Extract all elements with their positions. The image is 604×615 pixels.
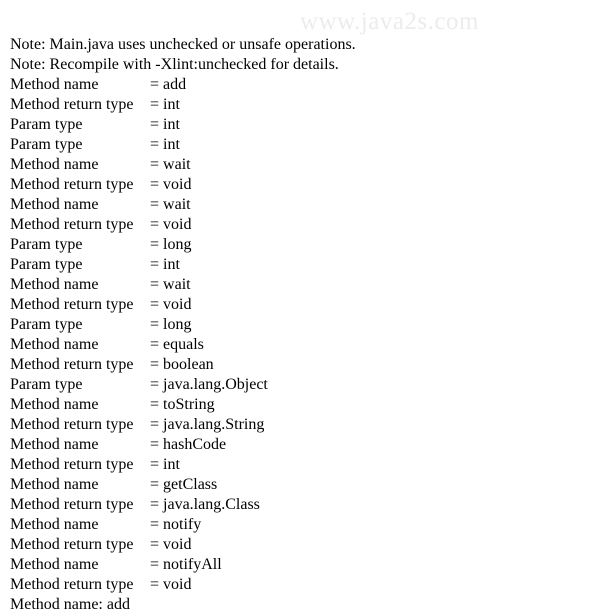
console-line-key: Method name <box>10 396 99 413</box>
console-line-separator: = <box>150 576 164 593</box>
console-line-key: Param type <box>10 256 83 273</box>
console-line-value: int <box>163 256 180 273</box>
console-line <box>10 415 356 435</box>
console-line <box>10 175 356 195</box>
console-line-separator: = <box>150 96 164 113</box>
console-line-value: equals <box>163 336 204 353</box>
console-line-separator: = <box>150 236 164 253</box>
console-line <box>10 535 356 555</box>
console-line <box>10 495 356 515</box>
console-line-value: long <box>163 236 192 253</box>
console-line-separator: = <box>150 376 164 393</box>
console-line-value: add <box>163 76 187 93</box>
console-line-key: Param type <box>10 236 83 253</box>
console-line-value: void <box>163 176 192 193</box>
console-line-value: void <box>163 216 192 233</box>
console-line-value: java.lang.String <box>163 416 265 433</box>
console-line-separator: = <box>150 336 164 353</box>
console-line-separator: = <box>150 256 164 273</box>
console-line <box>10 75 356 95</box>
console-line <box>10 315 356 335</box>
console-line-key: Method return type <box>10 576 134 593</box>
console-line-value: boolean <box>163 356 214 373</box>
console-line-separator: = <box>150 556 164 573</box>
console-line-separator: = <box>150 176 164 193</box>
console-line <box>10 395 356 415</box>
console-line-key: Param type <box>10 116 83 133</box>
console-line-key: Param type <box>10 316 83 333</box>
console-line <box>10 35 356 55</box>
console-line <box>10 515 356 535</box>
watermark: www.java2s.com <box>300 8 479 35</box>
console-line <box>10 215 356 235</box>
console-line-key: Method name <box>10 516 99 533</box>
console-line <box>10 335 356 355</box>
console-line-separator: = <box>150 276 164 293</box>
console-line-key: Method name <box>10 336 99 353</box>
console-line-key: Param type <box>10 376 83 393</box>
console-line <box>10 275 356 295</box>
console-line-key: Method return type <box>10 456 134 473</box>
console-line-value: int <box>163 136 180 153</box>
console-line-separator: = <box>150 496 164 513</box>
console-line-value: hashCode <box>163 436 227 453</box>
console-line-value: void <box>163 536 192 553</box>
console-line-key: Method return type <box>10 496 134 513</box>
console-line-key: Param type <box>10 136 83 153</box>
console-line-value: java.lang.Object <box>163 376 268 393</box>
console-line-value: wait <box>163 156 191 173</box>
console-line <box>10 575 356 595</box>
console-line-separator: = <box>150 156 164 173</box>
console-line-key: Method return type <box>10 96 134 113</box>
console-line-key: Method name <box>10 196 99 213</box>
console-line-key: Method name: add <box>10 596 130 613</box>
console-line-key: Method return type <box>10 296 134 313</box>
console-line-separator: = <box>150 456 164 473</box>
console-line-separator: = <box>150 316 164 333</box>
console-line-value: int <box>163 96 180 113</box>
console-line-key: Note: Main.java uses unchecked or unsafe operations. <box>10 36 356 53</box>
console-line <box>10 435 356 455</box>
console-line-value: getClass <box>163 476 218 493</box>
console-line <box>10 95 356 115</box>
console-line-separator: = <box>150 136 164 153</box>
console-line-separator: = <box>150 216 164 233</box>
console-line <box>10 235 356 255</box>
console-line-value: int <box>163 456 180 473</box>
console-line <box>10 155 356 175</box>
console-line-key: Method return type <box>10 536 134 553</box>
console-line-value: java.lang.Class <box>163 496 260 513</box>
console-line-value: void <box>163 576 192 593</box>
console-line <box>10 295 356 315</box>
console-line <box>10 375 356 395</box>
console-line-separator: = <box>150 196 164 213</box>
console-line-separator: = <box>150 116 164 133</box>
console-line-separator: = <box>150 416 164 433</box>
console-line-key: Method return type <box>10 356 134 373</box>
console-line-separator: = <box>150 76 164 93</box>
console-line-value: wait <box>163 196 191 213</box>
console-line-separator: = <box>150 356 164 373</box>
console-line-key: Method name <box>10 76 99 93</box>
console-line <box>10 55 356 75</box>
console-line <box>10 355 356 375</box>
console-output <box>10 35 356 615</box>
console-line <box>10 255 356 275</box>
console-line-value: notify <box>163 516 202 533</box>
console-line-key: Method name <box>10 476 99 493</box>
console-line-key: Method name <box>10 276 99 293</box>
console-line <box>10 595 356 615</box>
console-line <box>10 475 356 495</box>
console-line-key: Method name <box>10 556 99 573</box>
console-line-separator: = <box>150 296 164 313</box>
console-line-key: Method name <box>10 156 99 173</box>
console-line-key: Method return type <box>10 216 134 233</box>
console-line-value: wait <box>163 276 191 293</box>
console-line-key: Method return type <box>10 176 134 193</box>
console-line-value: long <box>163 316 192 333</box>
console-line-key: Method name <box>10 436 99 453</box>
console-line <box>10 115 356 135</box>
console-line-separator: = <box>150 476 164 493</box>
console-line <box>10 195 356 215</box>
console-line-separator: = <box>150 396 164 413</box>
console-line-value: void <box>163 296 192 313</box>
console-line-value: toString <box>163 396 215 413</box>
console-line-separator: = <box>150 436 164 453</box>
console-line <box>10 135 356 155</box>
console-line <box>10 555 356 575</box>
console-line-value: int <box>163 116 180 133</box>
console-line-key: Method return type <box>10 416 134 433</box>
console-line-key: Note: Recompile with -Xlint:unchecked for details. <box>10 56 339 73</box>
console-line-separator: = <box>150 516 164 533</box>
console-line-value: notifyAll <box>163 556 222 573</box>
console-line-separator: = <box>150 536 164 553</box>
console-line <box>10 455 356 475</box>
